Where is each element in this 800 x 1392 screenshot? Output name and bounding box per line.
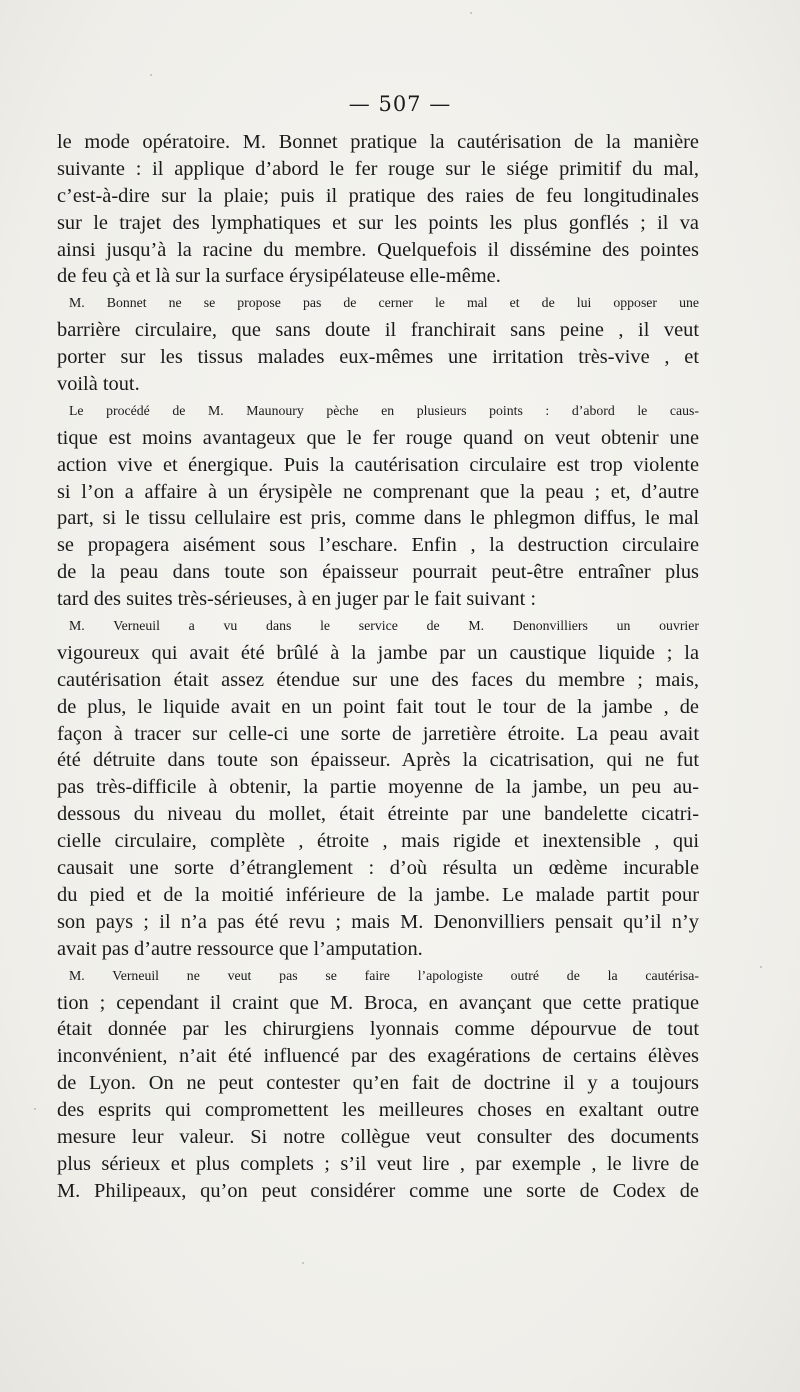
- text-line: action vive et énergique. Puis la cautérisation circulaire est trop violente: [57, 453, 699, 476]
- text-line: de plus, le liquide avait en un point fait tout le tour de la jambe , de: [57, 695, 699, 718]
- text-line: tard des suites très-sérieuses, à en juger par le fait suivant :: [57, 588, 537, 611]
- text-line: des esprits qui compromettent les meilleures choses en exaltant outre: [57, 1099, 699, 1122]
- text-line: façon à tracer sur celle-ci une sorte de jarretière étroite. La peau avait: [57, 722, 699, 745]
- text-line: M. Bonnet ne se propose pas de cerner le mal et de lui opposer une: [69, 295, 699, 311]
- text-line: part, si le tissu cellulaire est pris, comme dans le phlegmon diffus, le mal: [57, 507, 699, 530]
- paragraph: [57, 963, 699, 1205]
- page-number: — 507 —: [348, 92, 452, 116]
- text-line: si l’on a affaire à un érysipèle ne comprenant que la peau ; et, d’autre: [57, 480, 699, 503]
- paragraph: [57, 398, 699, 613]
- paper-speck: [302, 1262, 304, 1264]
- text-line: de Lyon. On ne peut contester qu’en fait de doctrine il y a toujours: [57, 1072, 699, 1095]
- text-line: tique est moins avantageux que le fer rouge quand on veut obtenir une: [57, 426, 699, 449]
- paper-speck: [760, 966, 762, 968]
- text-line: de feu çà et là sur la surface érysipélateuse elle-même.: [57, 265, 501, 288]
- text-line: M. Verneuil a vu dans le service de M. Denonvilliers un ouvrier: [69, 618, 699, 634]
- paper-speck: [150, 74, 152, 76]
- paper-speck: [470, 12, 472, 14]
- text-line: voilà tout.: [57, 373, 140, 396]
- paragraph: [57, 613, 699, 963]
- text-line: M. Philipeaux, qu’on peut considérer comme une sorte de Codex de: [57, 1179, 699, 1202]
- text-line: cautérisation était assez étendue sur une des faces du membre ; mais,: [57, 668, 699, 691]
- text-line: suivante : il applique d’abord le fer rouge sur le siége primitif du mal,: [57, 157, 699, 180]
- text-line: causait une sorte d’étranglement : d’où résulta un œdème incurable: [57, 857, 699, 880]
- text-line: porter sur les tissus malades eux-mêmes une irritation très-vive , et: [57, 346, 699, 369]
- text-line: c’est-à-dire sur la plaie; puis il pratique des raies de feu longitudinales: [57, 184, 699, 207]
- text-line: été détruite dans toute son épaisseur. Après la cicatrisation, qui ne fut: [57, 749, 699, 772]
- text-line: pas très-difficile à obtenir, la partie moyenne de la jambe, un peu au-: [57, 776, 699, 799]
- text-line: du pied et de la moitié inférieure de la jambe. Le malade partit pour: [57, 883, 699, 906]
- text-line: son pays ; il n’a pas été revu ; mais M. Denonvilliers pensait qu’il n’y: [57, 910, 699, 933]
- text-line: inconvénient, n’ait été influencé par des exagérations de certains élèves: [57, 1045, 699, 1068]
- text-line: tion ; cependant il craint que M. Broca, en avançant que cette pratique: [57, 991, 699, 1014]
- text-line: mesure leur valeur. Si notre collègue veut consulter des documents: [57, 1125, 699, 1148]
- body-text: [57, 129, 699, 1205]
- text-line: cielle circulaire, complète , étroite , mais rigide et inextensible , qui: [57, 830, 699, 853]
- text-line: le mode opératoire. M. Bonnet pratique la cautérisation de la manière: [57, 131, 699, 153]
- paragraph: [57, 129, 699, 290]
- paragraph: [57, 290, 699, 398]
- text-line: barrière circulaire, que sans doute il franchirait sans peine , il veut: [57, 319, 699, 342]
- text-line: vigoureux qui avait été brûlé à la jambe par un caustique liquide ; la: [57, 641, 699, 664]
- text-line: ainsi jusqu’à la racine du membre. Quelquefois il dissémine des pointes: [57, 238, 699, 261]
- text-line: sur le trajet des lymphatiques et sur les points les plus gonflés ; il va: [57, 211, 699, 234]
- text-line: Le procédé de M. Maunoury pèche en plusieurs points : d’abord le caus-: [69, 402, 699, 418]
- text-line: de la peau dans toute son épaisseur pourrait peut-être entraîner plus: [57, 561, 699, 584]
- text-line: était donnée par les chirurgiens lyonnais comme dépourvue de tout: [57, 1018, 699, 1041]
- text-line: se propagera aisément sous l’eschare. Enfin , la destruction circulaire: [57, 534, 699, 557]
- paper-speck: [34, 1108, 36, 1110]
- text-line: avait pas d’autre ressource que l’amputation.: [57, 937, 423, 960]
- text-line: plus sérieux et plus complets ; s’il veut lire , par exemple , le livre de: [57, 1152, 699, 1175]
- text-line: dessous du niveau du mollet, était étreinte par une bandelette cicatri-: [57, 803, 699, 826]
- text-line: M. Verneuil ne veut pas se faire l’apologiste outré de la cautérisa-: [69, 967, 699, 983]
